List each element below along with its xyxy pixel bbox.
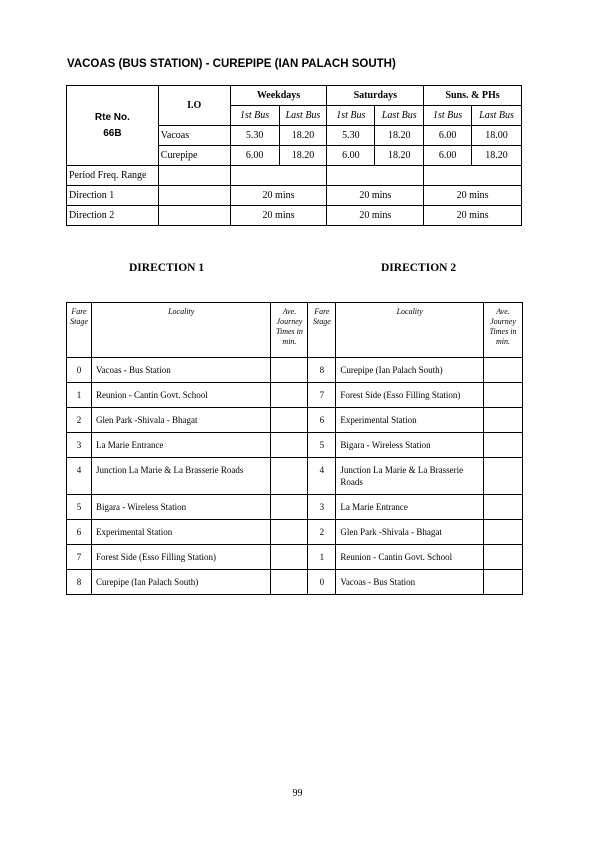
empty-cell [327,166,424,186]
header-row [67,303,523,358]
journey-time-cell [271,545,308,570]
fare-stage-header: Fare Stage [67,303,92,358]
journey-time-cell [484,408,523,433]
place-name: Curepipe [158,146,230,166]
page-title: VACOAS (BUS STATION) - CUREPIPE (IAN PALACH SOUTH) [67,58,396,70]
fare-stage-cell: 2 [67,408,92,433]
journey-time-cell [271,458,308,495]
table-row [67,383,523,408]
time-cell: 18.20 [279,146,327,166]
fare-stage-cell: 5 [67,495,92,520]
first-bus-header: 1st Bus [230,106,279,126]
last-bus-header: Last Bus [375,106,424,126]
table-row [67,358,523,383]
journey-time-cell [271,520,308,545]
fare-stage-cell: 0 [308,570,336,595]
direction-label: Direction 2 [67,206,159,226]
empty-cell [424,166,522,186]
fare-stage-cell: 0 [67,358,92,383]
fare-stage-cell: 5 [308,433,336,458]
freq-cell: 20 mins [230,186,327,206]
time-cell: 18.20 [375,126,424,146]
direction-1-heading: DIRECTION 1 [129,262,205,274]
table-row [67,545,523,570]
last-bus-header: Last Bus [279,106,327,126]
journey-time-cell [271,408,308,433]
locality-cell: La Marie Entrance [91,433,270,458]
fare-stage-cell: 2 [308,520,336,545]
fare-stage-cell: 7 [308,383,336,408]
journey-time-cell [484,433,523,458]
locality-cell: Curepipe (Ian Palach South) [336,358,484,383]
table-row [67,433,523,458]
direction-2-heading: DIRECTION 2 [381,262,457,274]
schedule-table [66,85,522,226]
journey-time-cell [271,495,308,520]
first-bus-header: 1st Bus [327,106,375,126]
journey-time-cell [271,433,308,458]
journey-times-header: Ave. Journey Times in min. [271,303,308,358]
fare-stage-table [66,302,523,595]
first-bus-header: 1st Bus [424,106,472,126]
freq-cell: 20 mins [327,186,424,206]
journey-time-cell [484,570,523,595]
locality-cell: Curepipe (Ian Palach South) [91,570,270,595]
locality-cell: Forest Side (Esso Filling Station) [91,545,270,570]
fare-stage-cell: 7 [67,545,92,570]
table-row [67,495,523,520]
time-cell: 6.00 [230,146,279,166]
direction-label: Direction 1 [67,186,159,206]
fare-stage-cell: 3 [308,495,336,520]
locality-header: Locality [336,303,484,358]
time-cell: 5.30 [230,126,279,146]
locality-cell: Experimental Station [336,408,484,433]
freq-cell: 20 mins [424,186,522,206]
locality-cell: Junction La Marie & La Brasserie Roads [91,458,270,495]
table-row [67,570,523,595]
time-cell: 6.00 [424,126,472,146]
locality-cell: Reunion - Cantin Govt. School [336,545,484,570]
time-cell: 18.20 [375,146,424,166]
fare-stage-cell: 8 [67,570,92,595]
locality-cell: Bigara - Wireless Station [91,495,270,520]
freq-cell: 20 mins [327,206,424,226]
fare-stage-cell: 4 [67,458,92,495]
direction-row [67,186,522,206]
journey-time-cell [484,495,523,520]
time-cell: 6.00 [424,146,472,166]
locality-cell: Forest Side (Esso Filling Station) [336,383,484,408]
journey-time-cell [271,383,308,408]
fare-stage-cell: 3 [67,433,92,458]
locality-cell: Reunion - Cantin Govt. School [91,383,270,408]
freq-cell: 20 mins [230,206,327,226]
fare-stage-cell: 6 [308,408,336,433]
time-cell: 5.30 [327,126,375,146]
empty-cell [230,166,327,186]
journey-time-cell [271,570,308,595]
journey-times-header: Ave. Journey Times in min. [484,303,523,358]
table-row [67,520,523,545]
table-row [67,408,523,433]
journey-time-cell [484,520,523,545]
locality-cell: Vacoas - Bus Station [91,358,270,383]
journey-time-cell [484,458,523,495]
period-saturdays: Saturdays [327,86,424,106]
fare-stage-header: Fare Stage [308,303,336,358]
freq-range-label: Period Freq. Range [67,166,159,186]
journey-time-cell [271,358,308,383]
locality-cell: Vacoas - Bus Station [336,570,484,595]
journey-time-cell [484,358,523,383]
locality-cell: Glen Park -Shivala - Bhagat [336,520,484,545]
direction-row [67,206,522,226]
table-row [67,458,523,495]
freq-range-row [67,166,522,186]
locality-header: Locality [91,303,270,358]
io-header: I.O [158,86,230,126]
journey-time-cell [484,545,523,570]
place-name: Vacoas [158,126,230,146]
locality-cell: Glen Park -Shivala - Bhagat [91,408,270,433]
locality-cell: Bigara - Wireless Station [336,433,484,458]
time-cell: 18.20 [472,146,522,166]
fare-stage-cell: 8 [308,358,336,383]
empty-cell [158,206,230,226]
page-number: 99 [292,788,303,799]
last-bus-header: Last Bus [472,106,522,126]
locality-cell: Experimental Station [91,520,270,545]
time-cell: 6.00 [327,146,375,166]
period-sundays: Suns. & PHs [424,86,522,106]
route-cell [67,86,159,166]
fare-stage-cell: 4 [308,458,336,495]
time-cell: 18.20 [279,126,327,146]
fare-stage-cell: 1 [308,545,336,570]
fare-stage-cell: 6 [67,520,92,545]
empty-cell [158,166,230,186]
time-cell: 18.00 [472,126,522,146]
route-label: Rte No. [94,111,130,123]
locality-cell: Junction La Marie & La Brasserie Roads [336,458,484,495]
period-weekdays: Weekdays [230,86,327,106]
fare-stage-cell: 1 [67,383,92,408]
freq-cell: 20 mins [424,206,522,226]
journey-time-cell [484,383,523,408]
locality-cell: La Marie Entrance [336,495,484,520]
route-number: 66B [103,127,122,139]
empty-cell [158,186,230,206]
